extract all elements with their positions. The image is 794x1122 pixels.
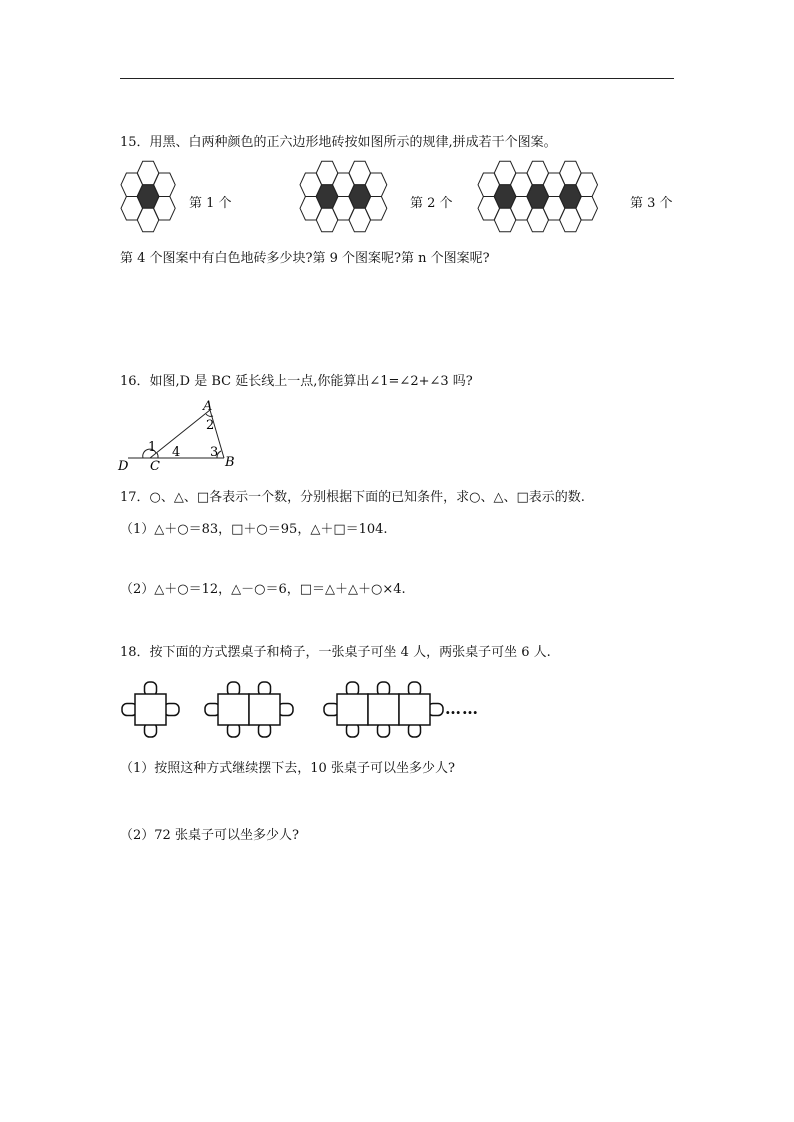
table-ellipsis: ……: [445, 699, 479, 718]
table: [337, 694, 368, 725]
q18-text: 18．按下面的方式摆桌子和椅子，一张桌子可坐 4 人，两张桌子可坐 6 人.: [120, 645, 551, 660]
q17-part1: （1）△＋○＝83，□＋○＝95，△＋□＝104.: [120, 522, 388, 537]
angle-3-label: 3: [210, 445, 219, 460]
q16-text: 16．如图,D 是 BC 延长线上一点,你能算出∠1=∠2+∠3 吗?: [120, 374, 473, 389]
table: [218, 694, 249, 725]
angle-4-label: 4: [172, 445, 181, 460]
hex-figure-3-label: 第 3 个: [630, 196, 673, 211]
table: [368, 694, 399, 725]
table: [135, 694, 166, 725]
hex-figure-2-label: 第 2 个: [410, 196, 453, 211]
hex-figure-1-label: 第 1 个: [189, 196, 232, 211]
vertex-c: C: [150, 459, 160, 474]
q17-text: 17．○、△、□各表示一个数，分别根据下面的已知条件，求○、△、□表示的数.: [120, 490, 585, 505]
q15-text: 15．用黑、白两种颜色的正六边形地砖按如图所示的规律,拼成若干个图案。: [120, 135, 557, 150]
vertex-b: B: [225, 455, 235, 470]
q15-question: 第 4 个图案中有白色地砖多少块?第 9 个图案呢?第 n 个图案呢?: [120, 251, 490, 266]
table: [249, 694, 280, 725]
vertex-d: D: [118, 459, 129, 474]
table: [399, 694, 430, 725]
angle-1-label: 1: [148, 440, 157, 455]
angle-2-label: 2: [206, 418, 215, 433]
vertex-a: A: [203, 399, 213, 414]
q18-part1: （1）按照这种方式继续摆下去，10 张桌子可以坐多少人?: [120, 761, 455, 776]
q18-part2: （2）72 张桌子可以坐多少人?: [120, 828, 299, 843]
q17-part2: （2）△＋○＝12，△－○＝6，□＝△＋△＋○×4.: [120, 582, 406, 597]
